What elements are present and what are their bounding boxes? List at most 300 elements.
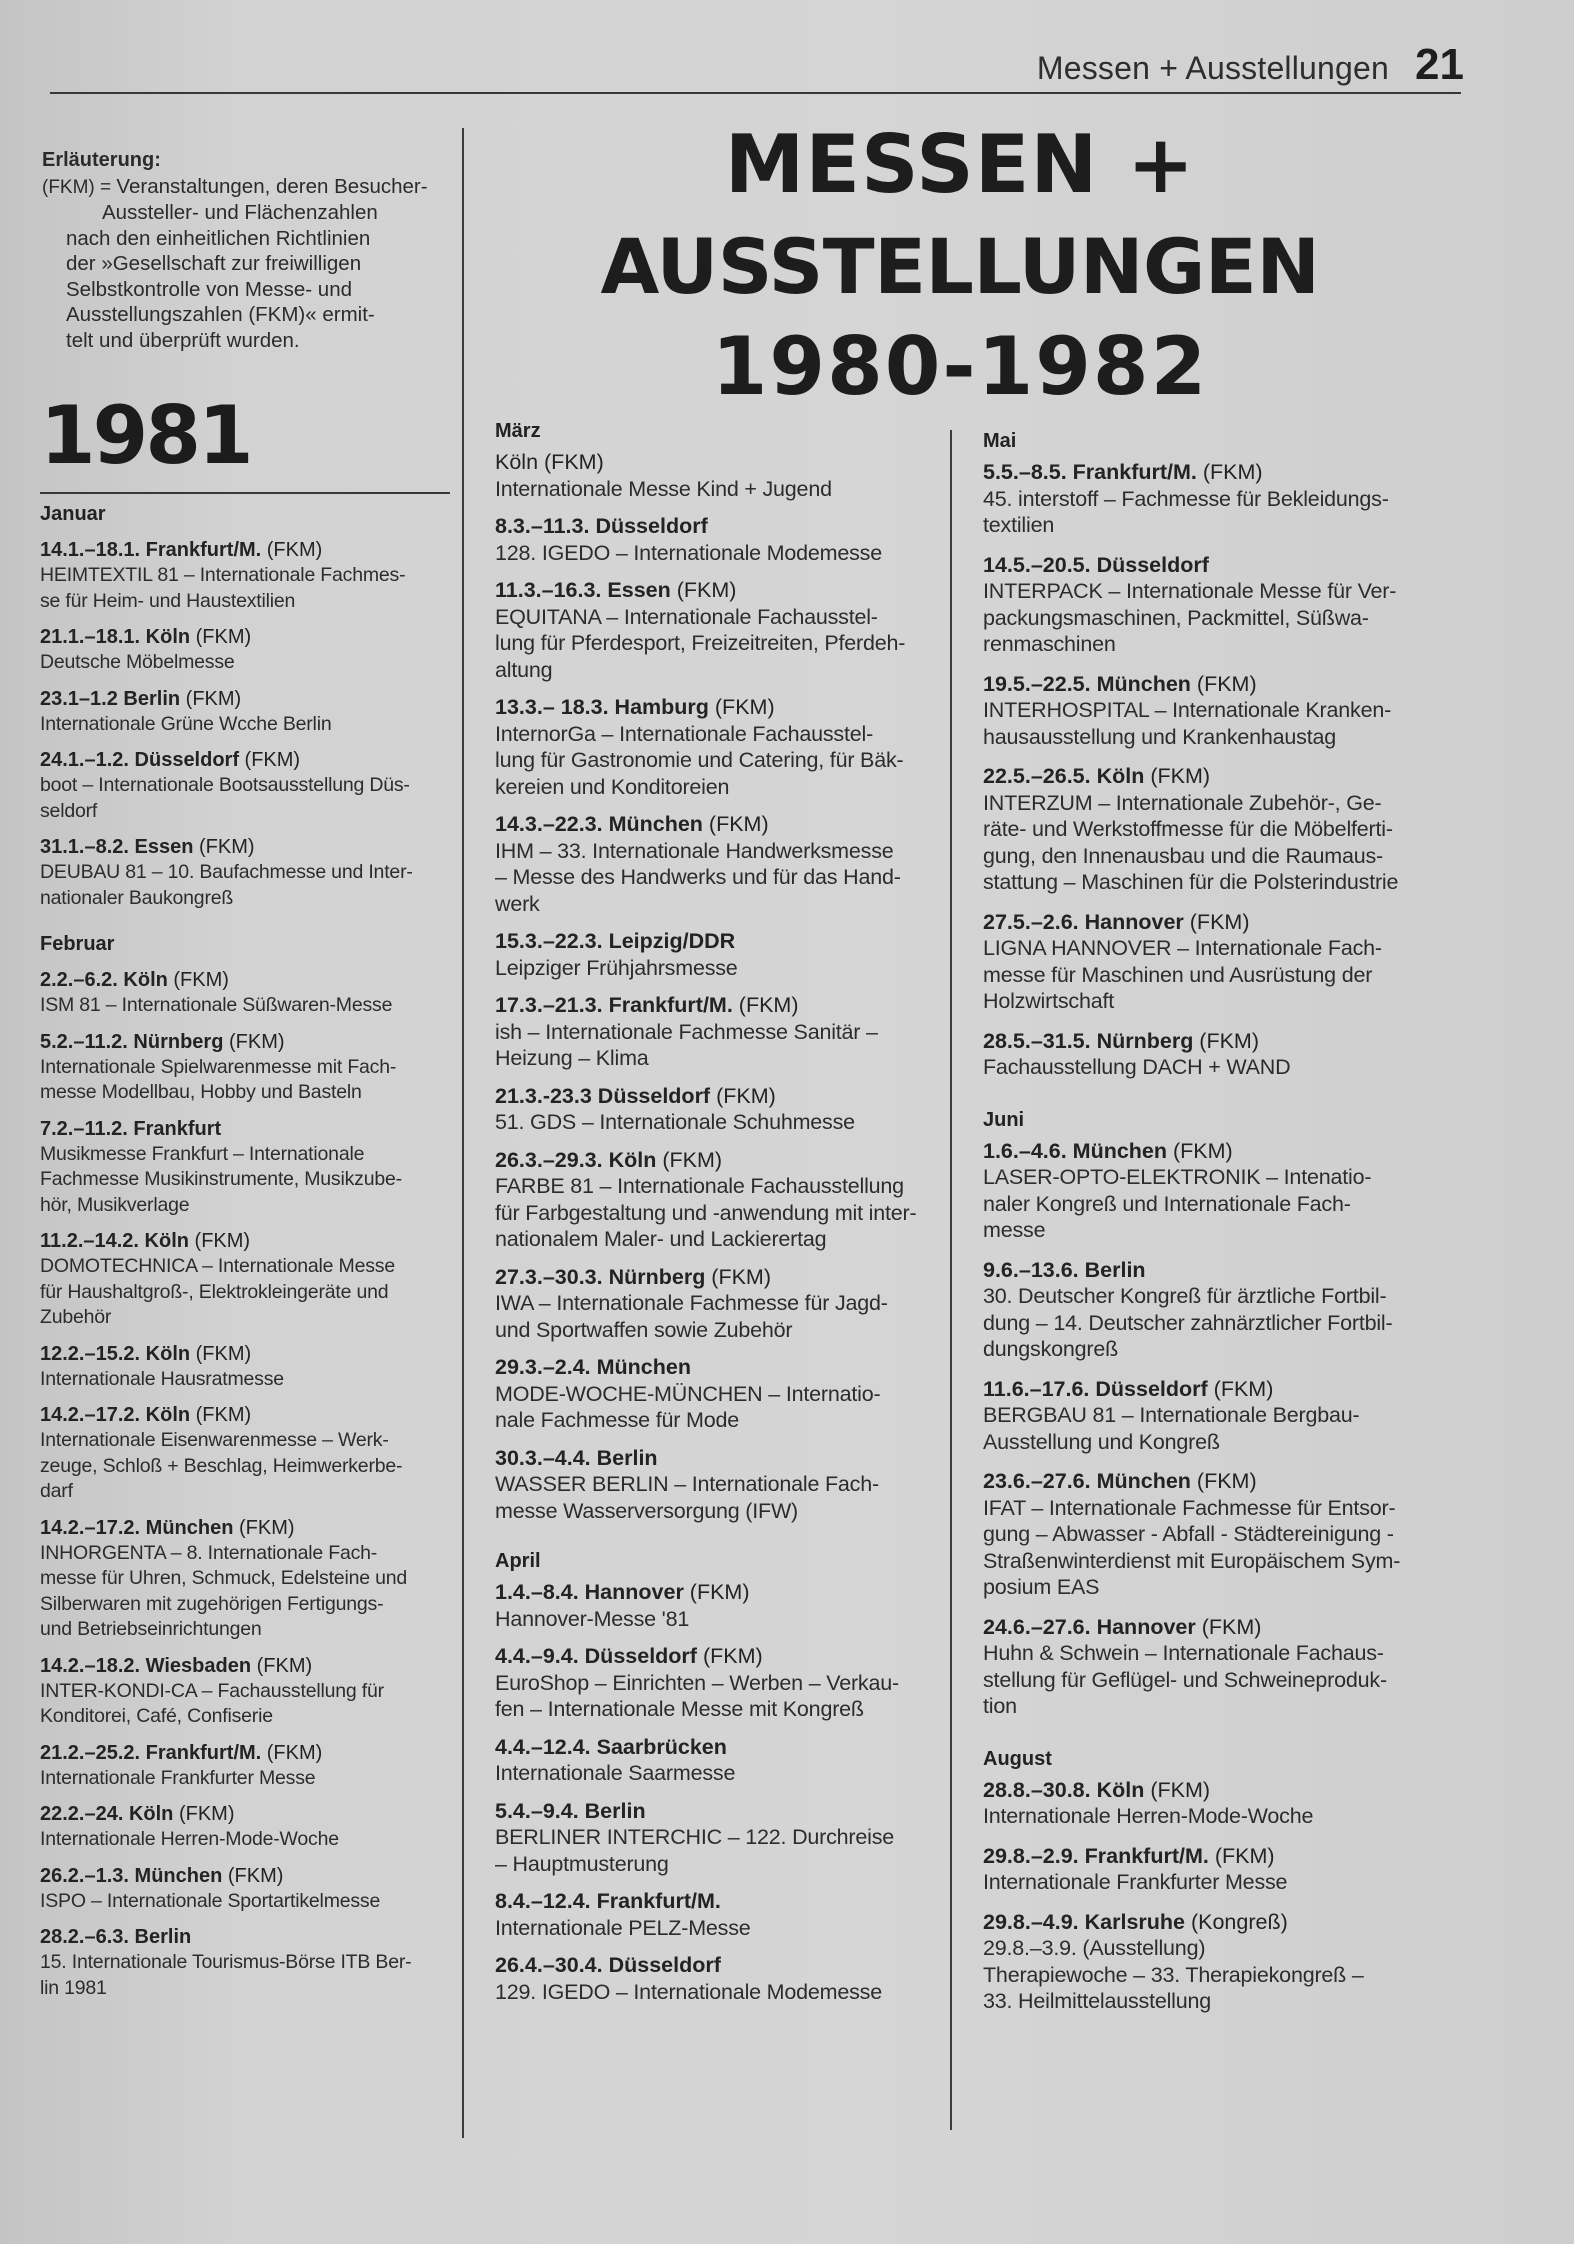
event-entry <box>495 1083 935 1136</box>
month-heading: Juni <box>983 1108 1025 1131</box>
event-date: 11.3.–16.3. <box>495 578 608 602</box>
event-city: Frankfurt/M. <box>1084 1843 1209 1868</box>
event-date: 14.2.–18.2. <box>40 1654 146 1677</box>
note-body <box>42 174 442 354</box>
column-right <box>983 430 1433 2028</box>
event-tag: (FKM) <box>190 1404 252 1426</box>
event-date: 14.1.–18.1. <box>40 539 146 561</box>
event-description: messe Modellbau, Hobby und Basteln <box>40 1081 362 1103</box>
event-tag: (FKM) <box>708 695 775 719</box>
event-heading <box>495 577 935 604</box>
event-description: renmaschinen <box>983 632 1116 656</box>
event-description: INHORGENTA – 8. Internationale Fach- <box>40 1541 378 1564</box>
event-tag: (FKM) <box>1144 1777 1211 1802</box>
event-description: INTER-KONDI-CA – Fachausstellung für <box>40 1679 384 1702</box>
event-description: hausausstellung und Krankenhaustag <box>983 724 1336 749</box>
event-date: 26.2.–1.3. <box>40 1864 135 1887</box>
event-city: Düsseldorf <box>1096 552 1209 577</box>
event-entry <box>495 1734 935 1787</box>
event-city: Köln <box>123 969 168 991</box>
event-date: 23.1–1.2 <box>40 687 124 710</box>
event-description: Fachausstellung DACH + WAND <box>983 1055 1291 1079</box>
event-tag: (FKM) <box>696 1644 763 1668</box>
event-entry <box>983 1843 1433 1896</box>
event-description: INTERZUM – Internationale Zubehör-, Ge- <box>983 790 1382 815</box>
note-line: Aussteller- und Flächenzahlen <box>102 201 378 224</box>
event-description: Straßenwinterdienst mit Europäischem Sym- <box>983 1548 1401 1573</box>
event-date: 22.5.–26.5. <box>983 764 1097 788</box>
month-heading: Februar <box>40 933 115 955</box>
event-city: Köln <box>144 1230 189 1252</box>
event-city: Frankfurt/M. <box>608 993 733 1017</box>
event-tag: (FKM) <box>222 1864 284 1887</box>
event-city: Frankfurt <box>133 1117 222 1140</box>
event-entry <box>495 1952 935 2005</box>
event-entry <box>495 1264 935 1344</box>
event-date: 12.2.–15.2. <box>40 1342 146 1365</box>
event-entry <box>40 1342 450 1393</box>
event-city: Berlin <box>1084 1257 1146 1282</box>
note-heading: Erläuterung: <box>42 149 161 171</box>
event-entry <box>40 1802 450 1853</box>
event-heading <box>40 1802 450 1827</box>
event-heading <box>495 1952 935 1979</box>
event-description: Konditorei, Café, Confiserie <box>40 1705 273 1727</box>
event-tag: (FKM) <box>233 1516 295 1539</box>
event-heading <box>495 1147 935 1174</box>
event-tag: (FKM) <box>1183 909 1250 934</box>
event-description: seldorf <box>40 799 98 822</box>
event-description: DEUBAU 81 – 10. Baufachmesse und Inter- <box>40 861 413 883</box>
event-entry <box>40 1654 450 1730</box>
event-description: Internationale Hausratmesse <box>40 1367 284 1390</box>
event-date: 26.3.–29.3. <box>495 1147 609 1172</box>
event-date: 13.3.– 18.3. <box>495 695 615 719</box>
event-description: Internationale Frankfurter Messe <box>40 1766 316 1789</box>
month-heading: Mai <box>983 430 1017 452</box>
running-header <box>1037 40 1464 90</box>
title-line-2: AUSSTELLUNGEN <box>600 222 1320 311</box>
event-date: 1.6.–4.6. <box>983 1138 1073 1163</box>
event-description: packungsmaschinen, Packmittel, Süßwa- <box>983 605 1369 630</box>
event-heading <box>40 538 450 563</box>
event-entry <box>495 513 935 566</box>
event-heading <box>495 694 935 721</box>
event-city: München <box>134 1864 223 1887</box>
event-city: Düsseldorf <box>134 749 239 771</box>
event-description: naler Kongreß und Internationale Fach- <box>983 1191 1351 1216</box>
event-description: Huhn & Schwein – Internationale Fachaus- <box>983 1641 1384 1665</box>
explanation-note <box>42 148 442 353</box>
event-description: FARBE 81 – Internationale Fachausstellung <box>495 1174 904 1198</box>
event-date: 2.2.–6.2. <box>40 969 124 991</box>
event-heading <box>40 1229 450 1254</box>
event-date: 19.5.–22.5. <box>983 671 1097 696</box>
event-description: ISPO – Internationale Sportartikelmesse <box>40 1889 381 1912</box>
event-tag: (FKM) <box>538 450 604 474</box>
event-description: nationalem Maler- und Lackierertag <box>495 1227 827 1251</box>
event-description: Internationale Saarmesse <box>495 1761 736 1785</box>
event-city: München <box>596 1355 691 1379</box>
event-tag: (FKM) <box>705 1264 772 1289</box>
event-entry <box>983 1028 1433 1081</box>
event-description: 128. IGEDO – Internationale Modemesse <box>495 540 882 565</box>
event-description: Zubehör <box>40 1306 112 1328</box>
event-date: 24.6.–27.6. <box>983 1614 1097 1639</box>
event-date: 5.5.–8.5. <box>983 460 1073 484</box>
event-date: 14.3.–22.3. <box>495 812 609 836</box>
event-entry <box>983 1257 1433 1363</box>
event-description: IWA – Internationale Fachmesse für Jagd- <box>495 1291 888 1315</box>
event-description: zeuge, Schloß + Beschlag, Heimwerkerbe- <box>40 1454 403 1477</box>
event-city: München <box>1072 1138 1168 1163</box>
event-description: boot – Internationale Bootsausstellung Düs- <box>40 774 410 796</box>
event-tag: (FKM) <box>193 836 255 858</box>
event-entry <box>983 1138 1433 1244</box>
event-heading <box>40 1864 450 1889</box>
event-heading <box>495 928 935 955</box>
event-heading <box>40 1342 450 1367</box>
event-tag: (FKM) <box>1190 671 1257 696</box>
event-description: Silberwaren mit zugehörigen Fertigungs- <box>40 1592 384 1615</box>
event-description: werk <box>495 891 540 916</box>
event-city: Köln <box>608 1147 657 1172</box>
event-description: Holzwirtschaft <box>983 989 1115 1013</box>
event-date: 24.1.–1.2. <box>40 749 135 771</box>
column-left <box>40 503 450 2012</box>
event-entry <box>495 1445 935 1525</box>
event-entry <box>495 694 935 800</box>
event-description: textilien <box>983 513 1055 537</box>
event-description: INTERHOSPITAL – Internationale Kranken- <box>983 698 1392 722</box>
event-entry <box>40 687 450 738</box>
event-description: IFAT – Internationale Fachmesse für Entsor- <box>983 1495 1396 1520</box>
event-entry <box>983 1468 1433 1601</box>
event-entry <box>495 811 935 917</box>
event-entry <box>495 928 935 981</box>
event-city: Hannover <box>584 1580 684 1604</box>
event-tag: (FKM) <box>1207 1376 1274 1401</box>
event-heading <box>40 625 450 650</box>
event-description: Internationale Herren-Mode-Woche <box>983 1804 1314 1828</box>
event-entry <box>495 577 935 683</box>
year-rule <box>40 492 450 494</box>
event-description: DOMOTECHNICA – Internationale Messe <box>40 1255 395 1277</box>
event-description: IHM – 33. Internationale Handwerksmesse <box>495 838 894 863</box>
event-heading <box>495 449 935 476</box>
event-description: Internationale Herren-Mode-Woche <box>40 1828 339 1850</box>
event-description: Internationale Spielwarenmesse mit Fach- <box>40 1055 397 1078</box>
event-city: Berlin <box>596 1445 658 1470</box>
event-heading <box>983 1909 1433 1936</box>
event-description: 30. Deutscher Kongreß für ärztliche Fortbil- <box>983 1284 1387 1308</box>
event-entry <box>983 763 1433 896</box>
event-date: 21.1.–18.1. <box>40 626 146 648</box>
column-divider-left <box>462 128 464 2138</box>
event-tag: (FKM) <box>239 749 301 771</box>
event-entry <box>40 625 450 676</box>
event-date: 28.2.–6.3. <box>40 1926 135 1948</box>
event-city: Essen <box>607 578 671 602</box>
event-tag: (FKM) <box>190 626 252 648</box>
event-description: messe für Maschinen und Ausrüstung der <box>983 962 1373 987</box>
event-heading <box>983 909 1433 936</box>
event-city: Frankfurt/M. <box>145 539 262 561</box>
event-city: Nürnberg <box>133 1030 224 1053</box>
event-tag: (FKM) <box>173 1803 235 1825</box>
event-date: 27.3.–30.3. <box>495 1264 609 1289</box>
event-description: 33. Heilmittelausstellung <box>983 1989 1212 2013</box>
event-entry <box>495 1147 935 1253</box>
month-heading: Januar <box>40 503 106 525</box>
event-description: stellung für Geflügel- und Schweineproduk- <box>983 1667 1387 1692</box>
event-entry <box>40 968 450 1019</box>
event-city: Düsseldorf <box>595 514 708 538</box>
event-heading <box>983 763 1433 790</box>
event-description: Fachmesse Musikinstrumente, Musikzube- <box>40 1168 402 1190</box>
event-description: LIGNA HANNOVER – Internationale Fach- <box>983 936 1382 960</box>
title-line-3: 1980-1982 <box>711 320 1209 413</box>
event-date: 17.3.–21.3. <box>495 993 609 1017</box>
event-heading <box>495 1643 935 1670</box>
event-heading <box>983 1028 1433 1055</box>
event-description: hör, Musikverlage <box>40 1193 190 1216</box>
month-heading: April <box>495 1550 541 1572</box>
event-heading <box>40 1741 450 1766</box>
event-tag: (FKM) <box>710 1083 776 1108</box>
event-description: Internationale Messe Kind + Jugend <box>495 476 832 501</box>
event-heading <box>495 992 935 1019</box>
event-city: Berlin <box>123 687 181 710</box>
event-description: dung – 14. Deutscher zahnärztlicher Fortbil- <box>983 1310 1393 1335</box>
note-label: (FKM) = <box>42 176 117 198</box>
event-date: 9.6.–13.6. <box>983 1257 1085 1282</box>
event-city: München <box>608 812 703 836</box>
note-line: der »Gesellschaft zur freiwilligen <box>66 252 362 275</box>
note-line: Selbstkontrolle von Messe- und <box>66 277 353 301</box>
event-city: Berlin <box>134 1926 192 1948</box>
event-description: EuroShop – Einrichten – Werben – Verkau- <box>495 1670 899 1695</box>
event-heading <box>40 835 450 860</box>
event-tag: (FKM) <box>1167 1138 1233 1163</box>
column-middle <box>495 420 935 2016</box>
event-date: 14.5.–20.5. <box>983 552 1097 577</box>
event-description: BERGBAU 81 – Internationale Bergbau- <box>983 1403 1360 1427</box>
event-description: 51. GDS – Internationale Schuhmesse <box>495 1110 855 1134</box>
event-entry <box>40 1117 450 1219</box>
event-city: Köln <box>128 1803 174 1825</box>
event-date: 5.2.–11.2. <box>40 1030 134 1053</box>
event-entry <box>983 909 1433 1015</box>
event-heading <box>40 1117 450 1142</box>
event-city: Düsseldorf <box>1095 1376 1208 1401</box>
event-date: 29.8.–2.9. <box>983 1843 1085 1868</box>
event-entry <box>983 1777 1433 1830</box>
event-entry <box>40 1403 450 1505</box>
event-city: Düsseldorf <box>608 1953 721 1977</box>
event-date: 30.3.–4.4. <box>495 1445 597 1470</box>
event-city: Berlin <box>584 1798 646 1823</box>
event-date: 1.4.–8.4. <box>495 1580 585 1604</box>
event-city: Essen <box>134 836 194 858</box>
event-date: 14.2.–17.2. <box>40 1516 146 1539</box>
event-date: 8.4.–12.4. <box>495 1889 597 1913</box>
event-tag: (FKM) <box>1195 1614 1262 1639</box>
event-description: WASSER BERLIN – Internationale Fach- <box>495 1472 879 1496</box>
event-tag: (FKM) <box>670 578 737 602</box>
section-title: Messen + Ausstellungen <box>1036 50 1390 86</box>
page-number: 21 <box>1415 40 1464 89</box>
event-description: für Haushaltgroß-, Elektrokleingeräte und <box>40 1280 389 1303</box>
event-tag: (FKM) <box>732 993 799 1017</box>
event-description: fen – Internationale Messe mit Kongreß <box>495 1697 864 1721</box>
event-description: Therapiewoche – 33. Therapiekongreß – <box>983 1962 1364 1987</box>
event-city: Hamburg <box>614 695 709 719</box>
event-entry <box>40 1925 450 2001</box>
event-description: Internationale Eisenwarenmesse – Werk- <box>40 1429 389 1451</box>
event-tag: (FKM) <box>167 969 229 991</box>
event-city: Köln <box>145 1342 191 1365</box>
event-heading <box>40 1925 450 1950</box>
event-entry <box>40 1516 450 1643</box>
event-tag: (Kongreß) <box>1185 1909 1288 1934</box>
event-date: 8.3.–11.3. <box>495 514 596 538</box>
event-heading <box>495 1888 935 1915</box>
header-rule <box>50 92 1461 94</box>
event-date: 15.3.–22.3. <box>495 929 609 953</box>
event-date: 14.2.–17.2. <box>40 1404 146 1426</box>
event-city: Frankfurt/M. <box>1072 460 1197 484</box>
event-heading <box>495 1083 935 1110</box>
event-description: Deutsche Möbelmesse <box>40 651 235 673</box>
event-entry <box>983 1909 1433 2015</box>
event-date: 11.2.–14.2. <box>40 1230 145 1252</box>
event-tag: (FKM) <box>702 812 769 836</box>
event-description: ish – Internationale Fachmesse Sanitär – <box>495 1019 878 1044</box>
event-entry <box>40 748 450 824</box>
event-date: 29.8.–4.9. <box>983 1909 1085 1934</box>
event-date: 28.5.–31.5. <box>983 1028 1097 1053</box>
event-tag: (FKM) <box>261 539 323 561</box>
event-tag: (FKM) <box>1196 460 1263 484</box>
event-heading <box>40 1654 450 1679</box>
event-description: lung für Pferdesport, Freizeitreiten, Pferdeh- <box>495 631 906 655</box>
event-description: MODE-WOCHE-MÜNCHEN – Internatio- <box>495 1381 881 1406</box>
event-description: Leipziger Frühjahrsmesse <box>495 955 738 980</box>
event-heading <box>40 748 450 773</box>
event-entry <box>495 992 935 1072</box>
event-entry <box>983 552 1433 658</box>
event-city: Nürnberg <box>1096 1028 1194 1053</box>
event-entry <box>40 1229 450 1331</box>
event-city: Köln <box>145 626 191 648</box>
event-tag: (FKM) <box>223 1030 285 1053</box>
event-description: kereien und Konditoreien <box>495 774 730 799</box>
event-heading <box>495 1264 935 1291</box>
event-city: Frankfurt/M. <box>596 1889 721 1913</box>
event-tag: (FKM) <box>261 1741 323 1764</box>
event-tag: (FKM) <box>1190 1469 1257 1493</box>
event-description: lung für Gastronomie und Catering, für Bäk- <box>495 748 904 772</box>
event-city: Köln <box>1096 1777 1145 1802</box>
event-description: Ausstellung und Kongreß <box>983 1429 1220 1454</box>
event-entry <box>983 459 1433 539</box>
event-date: 21.3.-23.3 <box>495 1083 598 1108</box>
event-description: und Betriebseinrichtungen <box>40 1618 262 1640</box>
event-entry <box>495 1579 935 1632</box>
event-heading <box>40 968 450 993</box>
month-heading: August <box>983 1747 1052 1770</box>
event-tag: (FKM) <box>656 1147 723 1172</box>
event-date: 31.1.–8.2. <box>40 836 135 858</box>
event-description: 29.8.–3.9. (Ausstellung) <box>983 1936 1206 1960</box>
event-entry <box>495 1798 935 1878</box>
event-heading <box>983 1843 1433 1870</box>
event-tag: (FKM) <box>683 1580 750 1604</box>
event-description: Internationale Grüne Wcche Berlin <box>40 712 332 735</box>
event-city: Köln <box>145 1404 191 1426</box>
event-date: 28.8.–30.8. <box>983 1777 1097 1802</box>
event-city: Nürnberg <box>608 1264 706 1289</box>
event-entry <box>40 1864 450 1915</box>
event-heading <box>983 552 1433 579</box>
event-tag: (FKM) <box>180 687 242 710</box>
year-block <box>40 389 450 494</box>
event-city: Leipzig/DDR <box>608 929 736 953</box>
event-city: Köln <box>1096 764 1145 788</box>
event-entry <box>983 1376 1433 1456</box>
event-date: 4.4.–9.4. <box>495 1644 585 1668</box>
event-heading <box>495 1734 935 1761</box>
event-description: Internationale PELZ-Messe <box>495 1915 751 1940</box>
event-heading <box>983 459 1433 486</box>
column-divider-right <box>950 430 952 2130</box>
event-city: Düsseldorf <box>597 1083 711 1108</box>
event-tag: (FKM) <box>188 1230 251 1252</box>
event-description: HEIMTEXTIL 81 – Internationale Fachmes- <box>40 564 406 586</box>
event-heading <box>983 1376 1433 1403</box>
event-heading <box>983 1257 1433 1284</box>
title-line-1: MESSEN + <box>724 118 1196 211</box>
event-heading <box>983 1468 1433 1495</box>
event-city: München <box>145 1516 234 1539</box>
event-description: gung, den Innenausbau und die Raumaus- <box>983 843 1384 868</box>
event-description: EQUITANA – Internationale Fachausstel- <box>495 604 878 629</box>
event-date: 22.2.–24. <box>40 1803 129 1825</box>
event-description: – Hauptmusterung <box>495 1851 669 1876</box>
event-date: 21.2.–25.2. <box>40 1741 146 1764</box>
event-description: se für Heim- und Haustextilien <box>40 589 296 612</box>
event-description: lin 1981 <box>40 1976 107 1999</box>
event-heading <box>495 1798 935 1825</box>
event-heading <box>983 671 1433 698</box>
event-entry <box>495 1888 935 1941</box>
event-entry <box>983 1614 1433 1720</box>
note-line: Ausstellungszahlen (FKM)« ermit- <box>66 303 375 326</box>
event-description: tion <box>983 1694 1017 1718</box>
event-city: Köln <box>495 450 539 474</box>
event-city: Düsseldorf <box>584 1644 697 1668</box>
event-description: posium EAS <box>983 1575 1100 1599</box>
event-description: Internationale Frankfurter Messe <box>983 1870 1288 1894</box>
event-description: ISM 81 – Internationale Süßwaren-Messe <box>40 994 393 1016</box>
month-heading: März <box>495 420 541 442</box>
event-description: INTERPACK – Internationale Messe für Ver- <box>983 579 1397 603</box>
event-description: Heizung – Klima <box>495 1046 649 1070</box>
event-date: 4.4.–12.4. <box>495 1734 597 1759</box>
event-date: 23.6.–27.6. <box>983 1469 1097 1493</box>
event-heading <box>40 1516 450 1541</box>
